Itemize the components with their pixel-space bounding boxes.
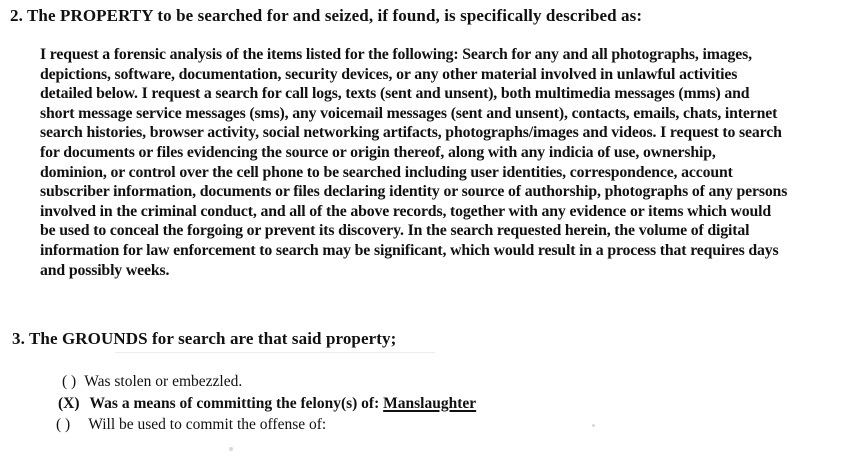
- grounds-option-offense: [56, 416, 326, 434]
- checkbox-mark: ( ): [62, 373, 77, 390]
- description-line: be used to conceal the forgoing or prevent its discovery. In the search requested herein, the volume of digital: [40, 222, 750, 240]
- description-line: short message service messages (sms), any voicemail messages (sent and unsent), contacts, emails, chats, internet: [40, 104, 778, 122]
- felony-value: Manslaughter: [383, 395, 477, 412]
- checkbox-mark: ( ): [56, 416, 71, 433]
- scan-artifact: [115, 352, 435, 353]
- description-line: detailed below. I request a search for call logs, texts (sent and unsent), both multimedia messages (mms) and: [40, 85, 750, 103]
- description-line: depictions, software, documentation, security devices, or any other material involved in unlawful activities: [40, 65, 738, 83]
- section-3-heading: 3. The GROUNDS for search are that said property;: [12, 329, 397, 348]
- option-label: Will be used to commit the offense of:: [88, 416, 327, 433]
- property-description: [40, 45, 858, 280]
- description-line: involved in the criminal conduct, and all of the above records, together with any evidence or items which would: [40, 202, 772, 220]
- description-line: dominion, or control over the cell phone to be searched including user identities, correspondence, account: [40, 163, 733, 181]
- description-line: search histories, browser activity, social networking artifacts, photographs/images and videos. I request to search: [40, 124, 782, 142]
- grounds-option-felony: [58, 395, 476, 413]
- option-label: Was a means of committing the felony(s) of:: [89, 395, 384, 412]
- description-line: information for law enforcement to search may be significant, which would result in a process that requires days: [40, 241, 779, 259]
- description-line: I request a forensic analysis of the items listed for the following: Search for any and all photographs, images,: [40, 46, 752, 63]
- scan-artifact: [592, 424, 595, 427]
- grounds-option-stolen: [62, 373, 242, 391]
- scan-artifact: [229, 447, 233, 451]
- option-label: Was stolen or embezzled.: [84, 373, 243, 390]
- section-2-heading: 2. The PROPERTY to be searched for and seized, if found, is specifically described as:: [10, 6, 643, 25]
- description-line: and possibly weeks.: [40, 261, 170, 279]
- description-line: for documents or files evidencing the source or origin thereof, along with any indicia of use, ownership,: [40, 143, 716, 161]
- checkbox-mark-checked: (X): [58, 395, 80, 412]
- description-line: subscriber information, documents or files declaring identity or source of authorship, photographs of any persons: [40, 183, 788, 201]
